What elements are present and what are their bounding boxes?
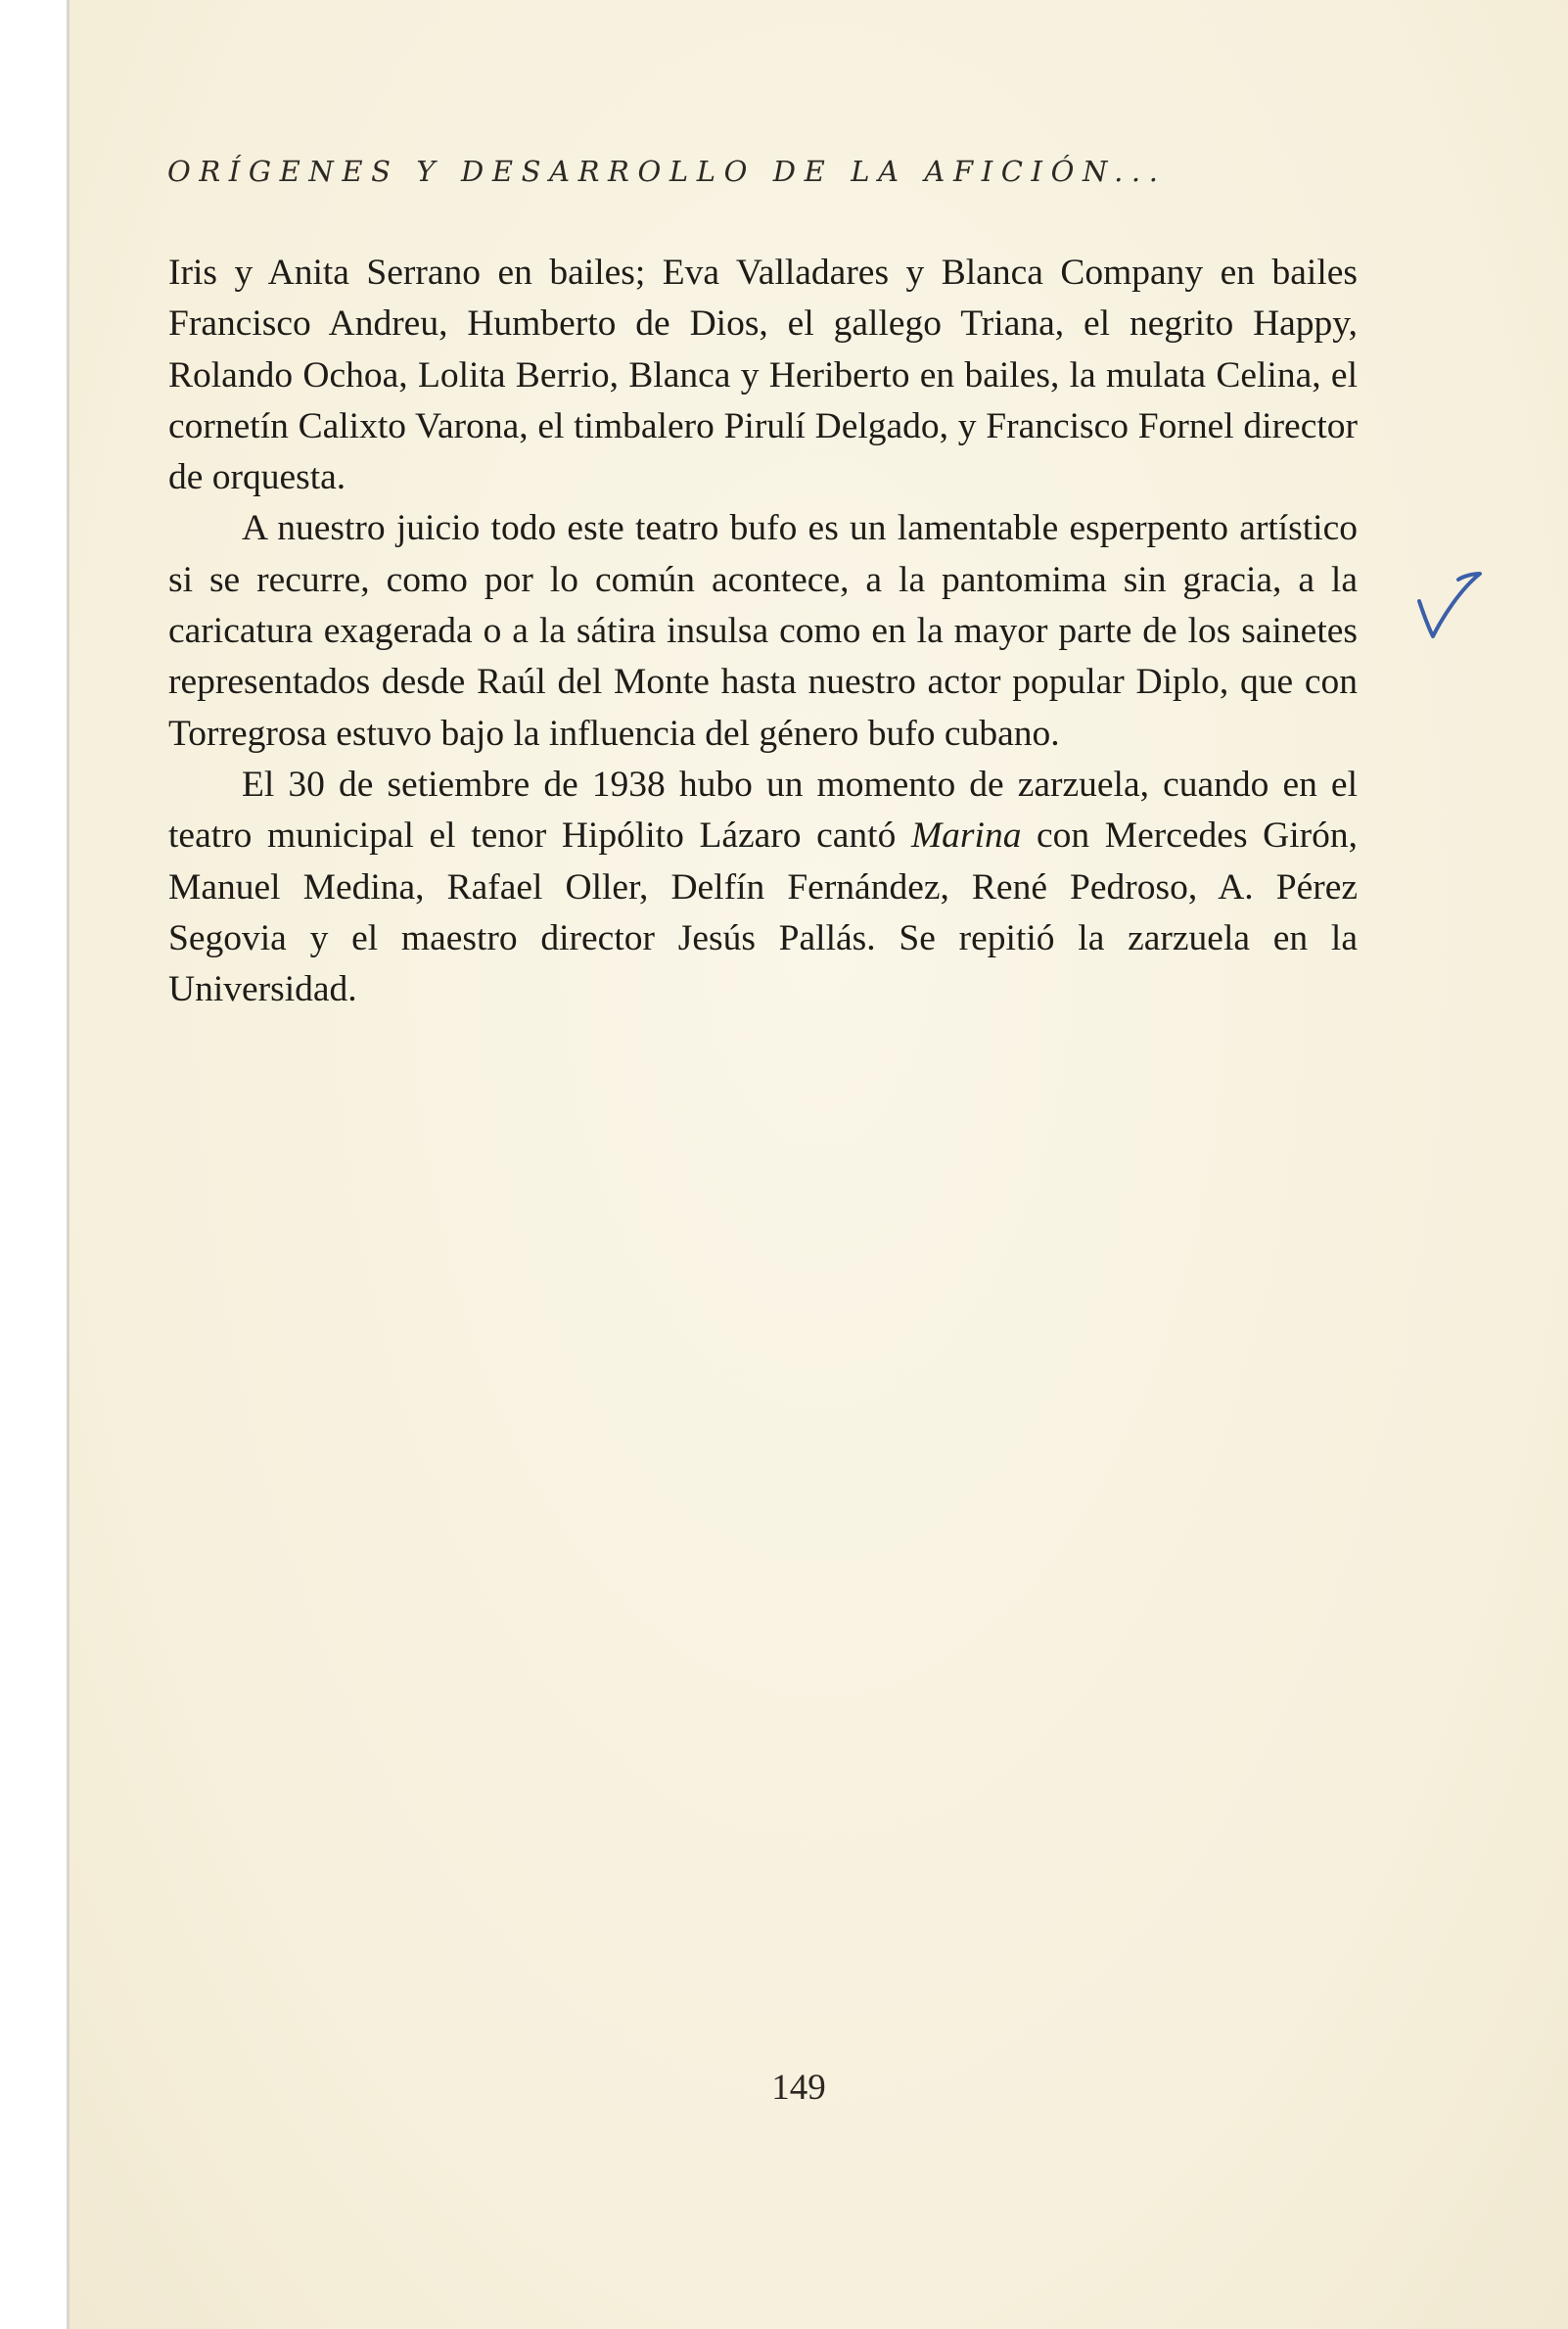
running-head: ORÍGENES Y DESARROLLO DE LA AFICIÓN... xyxy=(167,155,1167,188)
work-title: Marina xyxy=(910,815,1022,857)
check-mark-icon xyxy=(1413,566,1488,644)
body-text xyxy=(168,248,1358,1015)
paragraph-3-text-after: con Mercedes Girón, Manuel Medina, Rafael Oller, Delfín Fernández, René Pedroso, A. Pérez Segovia y el maestro director Jesús Pallás. Se repitió la zarzuela en la Universidad. xyxy=(168,815,1358,1010)
paragraph-1: Iris y Anita Serrano en bailes; Eva Valladares y Blanca Company en bailes Francisco Andreu, Humberto de Dios, el gallego Triana, el negrito Happy, Rolando Ochoa, Lolita Berrio, Blanca y Heriberto en bailes, la mulata Celina, el cornetín Calixto Varona, el timbalero Pirulí Delgado, y Francisco Fornel director de orquesta. xyxy=(168,253,1358,498)
paragraph-3 xyxy=(168,760,1358,1015)
paragraph-2: A nuestro juicio todo este teatro bufo es un lamentable esperpento artístico si se recurre, como por lo común acontece, a la pantomima sin gracia, a la caricatura exagerada o a la sátira insulsa como en la mayor parte de los sainetes representados desde Raúl del Monte hasta nuestro actor popular Diplo, que con Torregrosa estuvo bajo la influencia del género bufo cubano. xyxy=(168,508,1358,754)
scan-margin xyxy=(0,0,67,2329)
page-number: 149 xyxy=(771,2068,826,2108)
paragraph-3-text-before: El 30 de setiembre de 1938 hubo un momento de zarzuela, cuando en el teatro municipal el tenor Hipólito Lázaro cantó xyxy=(168,764,1358,857)
